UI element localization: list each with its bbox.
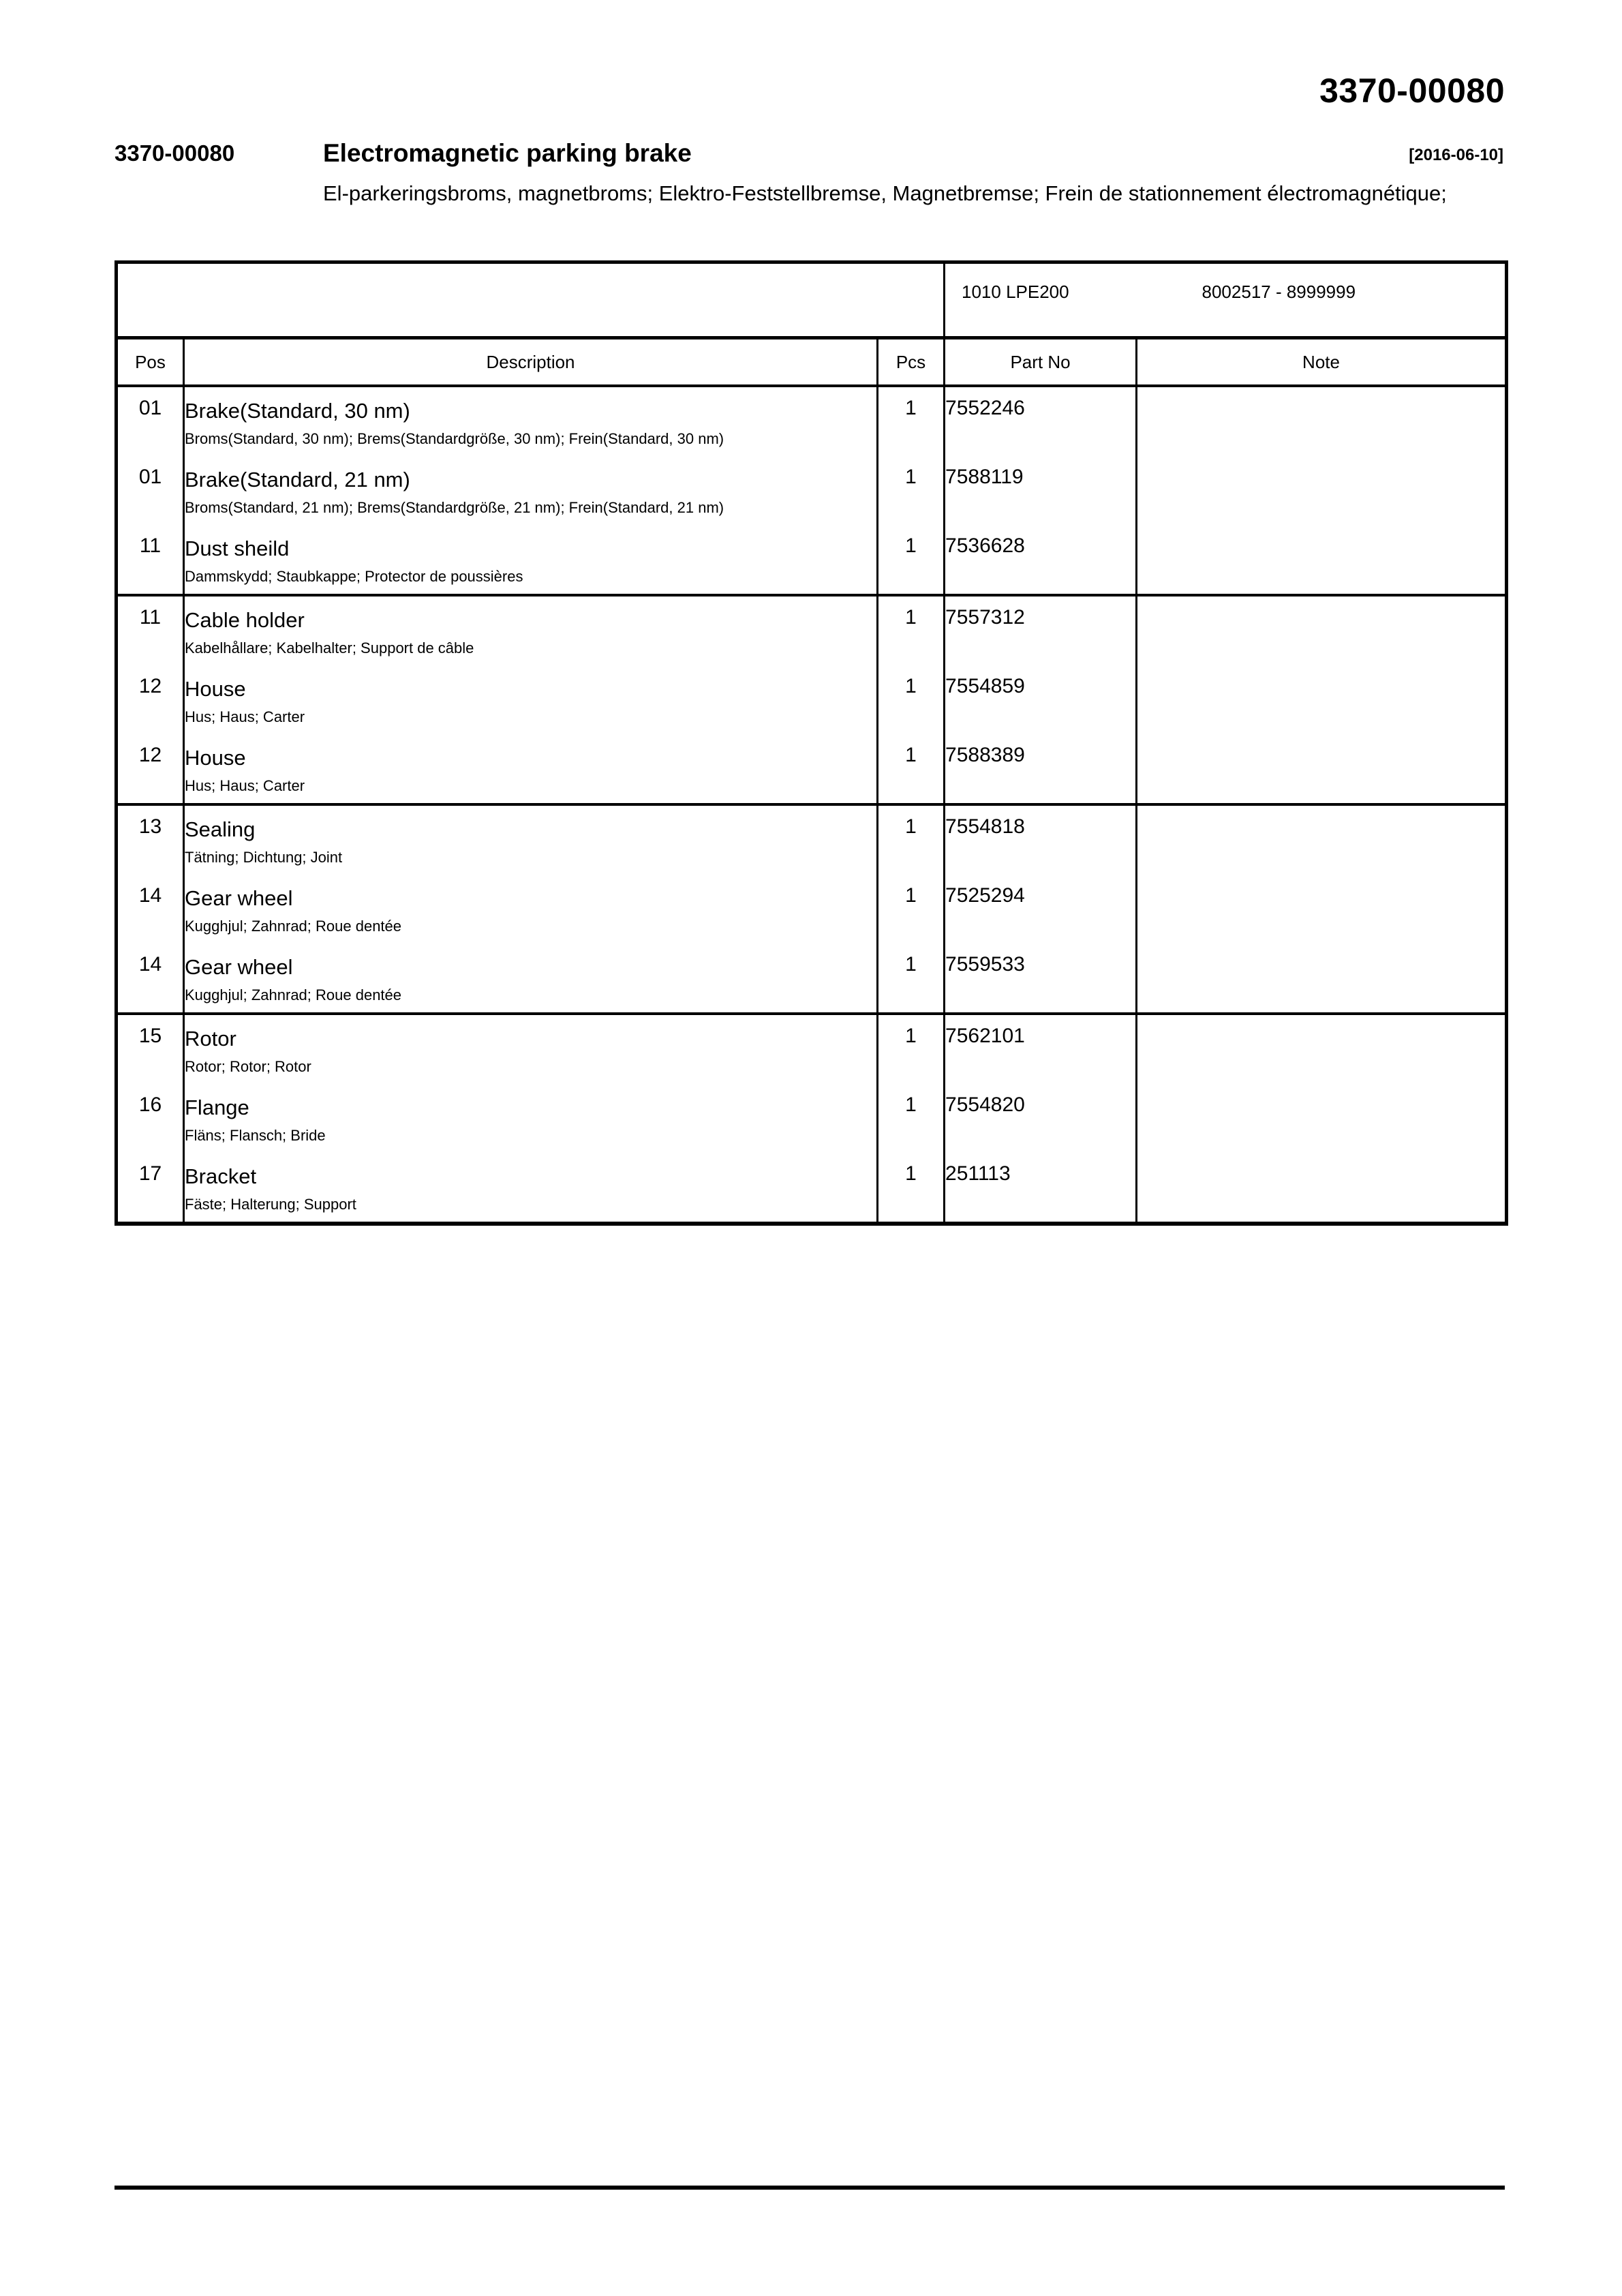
cell-pcs: 1 — [878, 525, 945, 595]
description-name: Gear wheel — [185, 886, 293, 910]
description-name: Sealing — [185, 817, 256, 841]
description-translations: Kugghjul; Zahnrad; Roue dentée — [185, 986, 402, 1003]
cell-description — [184, 595, 878, 665]
cell-pos: 15 — [117, 1014, 184, 1084]
model-band-serial-range: 8002517 - 8999999 — [1137, 262, 1507, 338]
section-title-block — [114, 139, 1505, 205]
cell-part-no: 7588119 — [945, 456, 1137, 525]
cell-part-no: 7554859 — [945, 665, 1137, 734]
table-row — [117, 456, 1507, 525]
cell-note — [1137, 386, 1507, 456]
description-translations: Broms(Standard, 21 nm); Brems(Standardgröße, 21 nm); Frein(Standard, 21 nm) — [185, 499, 724, 516]
table-row — [117, 386, 1507, 456]
cell-part-no: 7536628 — [945, 525, 1137, 595]
column-header-row — [117, 338, 1507, 387]
description-translations: Fäste; Halterung; Support — [185, 1196, 356, 1213]
cell-pcs: 1 — [878, 875, 945, 943]
model-band-empty — [117, 262, 945, 338]
description-name: House — [185, 746, 246, 770]
cell-pcs: 1 — [878, 943, 945, 1014]
cell-part-no: 7554820 — [945, 1084, 1137, 1153]
description-translations: Rotor; Rotor; Rotor — [185, 1058, 311, 1075]
description-translations: Hus; Haus; Carter — [185, 708, 305, 725]
description-translations: Dammskydd; Staubkappe; Protector de poussières — [185, 568, 523, 585]
cell-pcs: 1 — [878, 456, 945, 525]
table-row — [117, 1153, 1507, 1224]
description-name: Rotor — [185, 1027, 236, 1051]
cell-pcs: 1 — [878, 804, 945, 875]
cell-note — [1137, 595, 1507, 665]
description-name: Gear wheel — [185, 955, 293, 979]
cell-part-no: 7559533 — [945, 943, 1137, 1014]
table-row — [117, 1084, 1507, 1153]
cell-note — [1137, 875, 1507, 943]
column-header-pcs: Pcs — [878, 338, 945, 387]
cell-note — [1137, 525, 1507, 595]
cell-note — [1137, 1084, 1507, 1153]
cell-pcs: 1 — [878, 1014, 945, 1084]
column-header-note: Note — [1137, 338, 1507, 387]
column-header-pos: Pos — [117, 338, 184, 387]
cell-pos: 17 — [117, 1153, 184, 1224]
cell-description — [184, 943, 878, 1014]
cell-pcs: 1 — [878, 1084, 945, 1153]
cell-description — [184, 456, 878, 525]
description-translations: Hus; Haus; Carter — [185, 777, 305, 794]
cell-part-no: 7552246 — [945, 386, 1137, 456]
description-name: Dust sheild — [185, 537, 290, 560]
cell-part-no: 7554818 — [945, 804, 1137, 875]
cell-note — [1137, 1153, 1507, 1224]
cell-part-no: 251113 — [945, 1153, 1137, 1224]
cell-note — [1137, 734, 1507, 804]
cell-part-no: 7562101 — [945, 1014, 1137, 1084]
description-translations: Broms(Standard, 30 nm); Brems(Standardgröße, 30 nm); Frein(Standard, 30 nm) — [185, 430, 724, 447]
table-row — [117, 943, 1507, 1014]
cell-pos: 12 — [117, 665, 184, 734]
section-subtitle-translations: El-parkeringsbroms, magnetbroms; Elektro-Feststellbremse, Magnetbremse; Frein de stationnement électromagnétique; — [323, 181, 1447, 205]
cell-pcs: 1 — [878, 1153, 945, 1224]
model-band-model: 1010 LPE200 — [945, 262, 1137, 338]
cell-description — [184, 875, 878, 943]
table-row — [117, 875, 1507, 943]
cell-note — [1137, 943, 1507, 1014]
cell-note — [1137, 665, 1507, 734]
description-name: Bracket — [185, 1164, 257, 1188]
cell-pcs: 1 — [878, 386, 945, 456]
cell-pos: 01 — [117, 456, 184, 525]
cell-pos: 16 — [117, 1084, 184, 1153]
cell-description — [184, 1153, 878, 1224]
column-header-description: Description — [184, 338, 878, 387]
description-translations: Kugghjul; Zahnrad; Roue dentée — [185, 918, 402, 935]
cell-pos: 11 — [117, 595, 184, 665]
cell-description — [184, 386, 878, 456]
revision-date: [2016-06-10] — [1409, 146, 1503, 164]
cell-pos: 11 — [117, 525, 184, 595]
cell-pos: 14 — [117, 875, 184, 943]
cell-description — [184, 1084, 878, 1153]
table-row — [117, 665, 1507, 734]
cell-pcs: 1 — [878, 734, 945, 804]
parts-table — [114, 260, 1508, 1226]
cell-note — [1137, 1014, 1507, 1084]
column-header-part-no: Part No — [945, 338, 1137, 387]
cell-description — [184, 665, 878, 734]
cell-pcs: 1 — [878, 665, 945, 734]
section-code: 3370-00080 — [114, 140, 235, 166]
table-row — [117, 525, 1507, 595]
description-name: Brake(Standard, 30 nm) — [185, 399, 410, 423]
cell-description — [184, 525, 878, 595]
cell-note — [1137, 804, 1507, 875]
cell-description — [184, 734, 878, 804]
cell-pos: 13 — [117, 804, 184, 875]
description-name: Brake(Standard, 21 nm) — [185, 468, 410, 492]
cell-part-no: 7557312 — [945, 595, 1137, 665]
description-translations: Fläns; Flansch; Bride — [185, 1127, 326, 1144]
description-translations: Kabelhållare; Kabelhalter; Support de câble — [185, 639, 474, 656]
cell-part-no: 7525294 — [945, 875, 1137, 943]
cell-pcs: 1 — [878, 595, 945, 665]
page-header-number: 3370-00080 — [1319, 72, 1505, 110]
description-name: House — [185, 677, 246, 701]
description-translations: Tätning; Dichtung; Joint — [185, 849, 343, 866]
page-footer-rule — [114, 2186, 1505, 2190]
model-band-row — [117, 262, 1507, 338]
cell-pos: 01 — [117, 386, 184, 456]
cell-pos: 14 — [117, 943, 184, 1014]
table-row — [117, 595, 1507, 665]
cell-description — [184, 1014, 878, 1084]
title-row — [114, 140, 1505, 172]
cell-note — [1137, 456, 1507, 525]
cell-part-no: 7588389 — [945, 734, 1137, 804]
description-name: Flange — [185, 1096, 249, 1119]
cell-description — [184, 804, 878, 875]
description-name: Cable holder — [185, 608, 305, 632]
table-row — [117, 1014, 1507, 1084]
cell-pos: 12 — [117, 734, 184, 804]
table-row — [117, 734, 1507, 804]
section-title: Electromagnetic parking brake — [323, 139, 692, 167]
table-row — [117, 804, 1507, 875]
